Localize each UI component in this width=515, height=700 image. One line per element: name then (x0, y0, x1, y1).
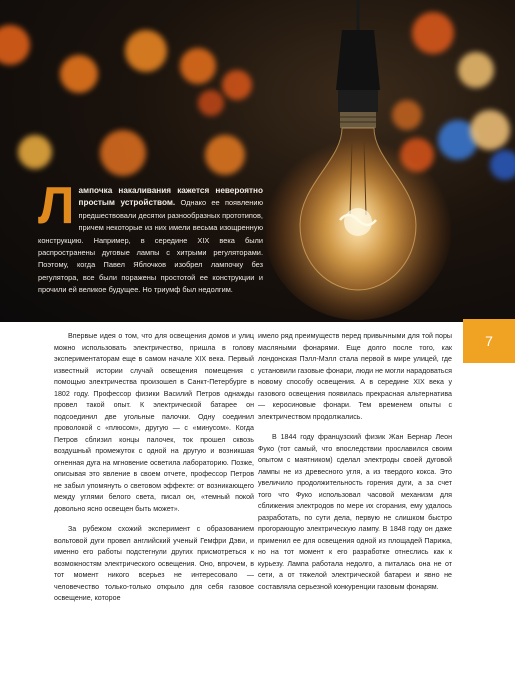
paragraph: Впервые идея о том, что для освещения домов и улиц можно использовать электричество, пришла в голову экспериментаторам еще в самом начале XIX века. Первый известный истории случай освещения помещения с помощью электричества произошел в Санкт-Петербурге в 1802 году. Профессор физики Василий Петров однажды провел такой опыт. К электрической батарее он подсоединил две угольные палочки. Одну соединил проволокой с «плюсом», другую — с «минусом». Когда Петров сблизил концы палочек, ток прошел сквозь воздушный промежуток с одной на другую и возникшая огненная дуга на мгновение осветила лабораторию. Позже, описывая это явление в своем отчете, профессор Петров не забыл упомянуть о световом эффекте: от возникающего между углями белого света, писал он, «темный покой довольно ясно освещен быть может». (54, 332, 254, 513)
page-number: 7 (485, 333, 493, 349)
paragraph: имело ряд преимуществ перед привычными для той поры масляными фонарями. Еще долго после того, как лондонская Пэлл-Мэлл стала первой в мире улицей, где установили газовые фонари, люди не могли нарадоваться новому способу освещения. А в середине XIX века у газового освещения появилась прекрасная альтернатива — керосиновые фонари. Тем временем опыты с электричеством продолжались. (258, 332, 452, 421)
text-column-right (258, 331, 452, 602)
hero-photo (0, 0, 515, 322)
paragraph: В 1844 году французский физик Жан Бернар Леон Фуко (тот самый, что впоследствии прославился своим опытом с маятником) сделал электроды своей дуговой лампы не из древесного угля, а из твердого кокса. Это увеличило продолжительность горения дуги, а за счет того что Фуко использовал часовой механизм для сближения электродов по мере их сгорания, ему удалось разработать, по сути дела, первую не слишком быстро прогорающую электрическую лампу. В 1848 году он даже применил ее для освещения одной из площадей Парижа, но на тот момент к его разработке отнеслись как к курьезу. Лампа работала недолго, а питалась она не от сети, а от тяжелой электрической батареи и явно не составляла серьезной конкуренции газовым фонарям. (258, 433, 452, 591)
page-number-tab (463, 319, 515, 363)
drop-cap: Л (38, 177, 75, 235)
text-column-left (54, 331, 254, 614)
paragraph: За рубежом схожий эксперимент с образованием вольтовой дуги провел английский ученый Гемфри Дэви, и именно его работы подстегнули других присмотреться к возможностям электрического освещения. Оно, впрочем, в тот момент никого всерьез не интересовало — человечество только-только открыло для себя газовое освещение, которое (54, 525, 254, 602)
intro-lead: ампочка накаливания кажется невероятно простым устройством. (78, 186, 263, 208)
intro-paragraph (38, 177, 263, 297)
intro-text: Однако ее появлению предшествовали десятки разнообразных прототипов, причем некоторые из них имели весьма изощренную конструкцию. Например, в середине XIX века были распространены дуговые лампы с хитрыми регуляторами. Поэтому, когда Павел Яблочков изобрел лампочку без регулятора, все были поражены простотой ее конструкции и прочили ей великое будущее. Но триумф был недолгим. (38, 198, 263, 295)
